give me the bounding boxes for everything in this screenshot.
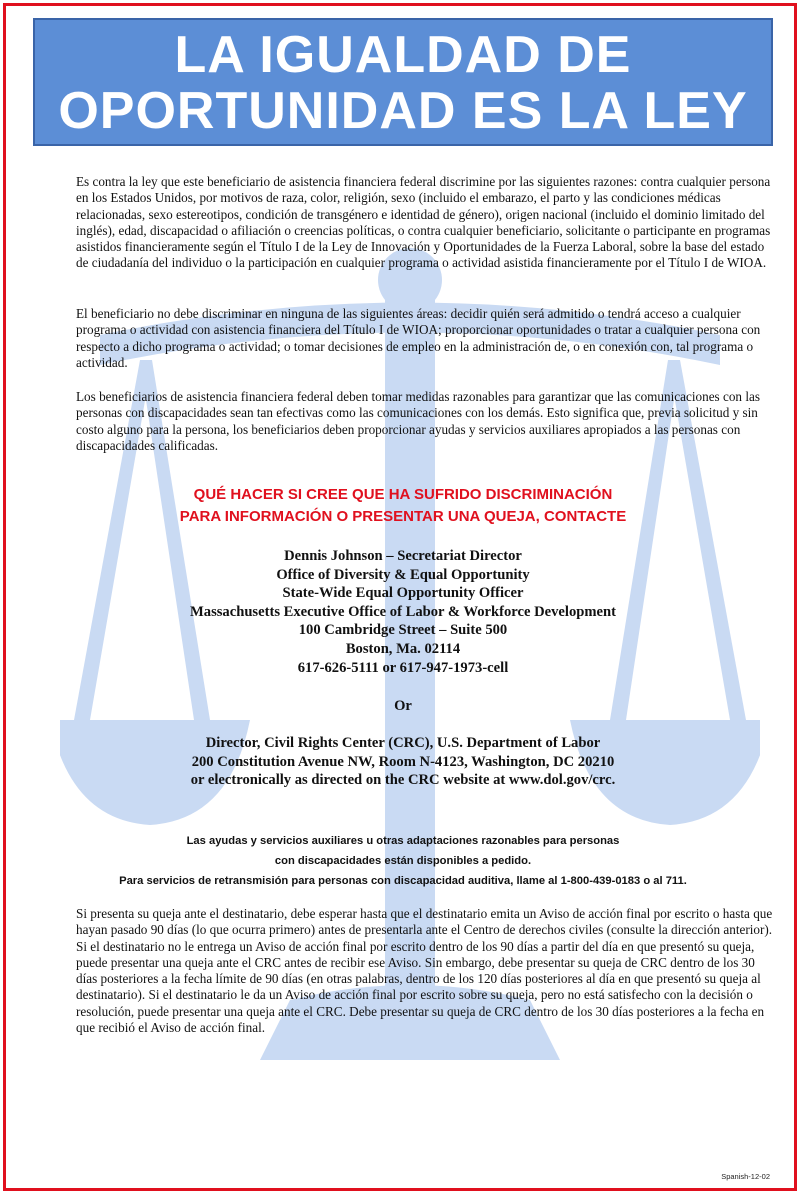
contact-city: Boston, Ma. 02114	[345, 640, 461, 657]
paragraph-areas-of-discrimination: El beneficiario no debe discriminar en ninguna de las siguientes áreas: decidir quién será admitido o tendrá acceso a cualquier programa o actividad con asistencia financiera del Título I de WIOA; proporcionar oportunidades o tratar a cualquier persona con respecto a dicho programa o actividad; o tomar decisiones de empleo en la administración de, o en conexión con, tal programa o actividad.	[76, 306, 761, 370]
title-line-2: OPORTUNIDAD ES LA LEY	[58, 82, 748, 140]
contact-name: Dennis Johnson – Secretariat Director	[284, 548, 522, 564]
relay-services-line: Para servicios de retransmisión para personas con discapacidad auditiva, llame al 1-800-439-0183 o al 711.	[119, 875, 687, 887]
paragraph-discrimination-prohibited: Es contra la ley que este beneficiario de asistencia financiera federal discrimine por las siguientes razones: contra cualquier persona en los Estados Unidos, por motivos de raza, color, religión, sexo (incluido el embarazo, el parto y las condiciones médicas relacionadas, sexo estereotipos, condición de transgénero e identidad de género), origen nacional (incluido el dominio limitado del inglés), edad, discapacidad o afiliación o creencias políticas, o contra cualquier beneficiario, solicitante o participante en programas asistidos financieramente según el Título I de la Ley de Innovación y Oportunidades de la Fuerza Laboral, sobre la base del estado de ciudadanía del individuo o la participación en cualquier programa o actividad asistida financieramente por el Título I de WIOA.	[76, 174, 771, 271]
contact-office: Office of Diversity & Equal Opportunity	[276, 566, 530, 583]
title-line-1: LA IGUALDAD DE	[174, 26, 632, 84]
crc-address-line: 200 Constitution Avenue NW, Room N-4123, Washington, DC 20210	[191, 753, 615, 770]
contact-phone: 617-626-5111 or 617-947-1973-cell	[297, 659, 509, 676]
paragraph-complaint-process: Si presenta su queja ante el destinatario, debe esperar hasta que el destinatario emita un Aviso de acción final por escrito o hasta que hayan pasado 90 días (lo que ocurra primero) antes de presentarla ante el Centro de derechos civiles (consulte la dirección anterior). Si el destinatario no le entrega un Aviso de acción final por escrito dentro de los 90 días a partir del día en que presentó su queja, puede presentar una queja ante el CRC antes de recibir ese Aviso. Sin embargo, debe presentar su queja de CRC dentro de los 30 días posteriores a la fecha límite de 90 días (en otras palabras, dentro de los 120 días posteriores al día en que presentó su queja al destinatario). Si el destinatario le da un Aviso de acción final por escrito sobre su queja, pero no está satisfecho con la decisión o resolución, puede presentar una queja ante el CRC. Debe presentar su queja de CRC dentro de los 30 días posteriores a la fecha en que recibió el Aviso de acción final.	[76, 906, 773, 1036]
accommodations-line-1: Las ayudas y servicios auxiliares u otras adaptaciones razonables para personas	[186, 835, 620, 847]
paragraph-disability-communications: Los beneficiarios de asistencia financiera federal deben tomar medidas razonables para garantizar que las comunicaciones con las personas con discapacidades sean tan efectivas como las comunicaciones con los demás. Esto significa que, previa solicitud y sin costo alguno para la persona, los beneficiarios deben proporcionar ayudas y servicios auxiliares apropiados a las personas con discapacidades calificadas.	[76, 389, 760, 453]
state-contact-block	[0, 547, 806, 677]
federal-contact-block	[0, 734, 806, 790]
form-code: Spanish-12-02	[721, 1172, 770, 1181]
accommodations-note	[0, 831, 806, 891]
contact-street: 100 Cambridge Street – Suite 500	[298, 622, 508, 639]
crc-director-line: Director, Civil Rights Center (CRC), U.S. Department of Labor	[205, 735, 601, 751]
heading-line-1: QUÉ HACER SI CREE QUE HA SUFRIDO DISCRIMINACIÓN	[193, 486, 613, 503]
heading-line-2: PARA INFORMACIÓN O PRESENTAR UNA QUEJA, CONTACTE	[179, 508, 627, 525]
contact-organization: Massachusetts Executive Office of Labor & Workforce Development	[190, 603, 616, 620]
or-separator: Or	[394, 698, 412, 714]
what-to-do-heading	[0, 484, 806, 528]
accommodations-line-2: con discapacidades están disponibles a pedido.	[274, 855, 532, 867]
crc-website-line: or electronically as directed on the CRC website at www.dol.gov/crc.	[190, 772, 616, 789]
contact-title: State-Wide Equal Opportunity Officer	[282, 585, 524, 602]
